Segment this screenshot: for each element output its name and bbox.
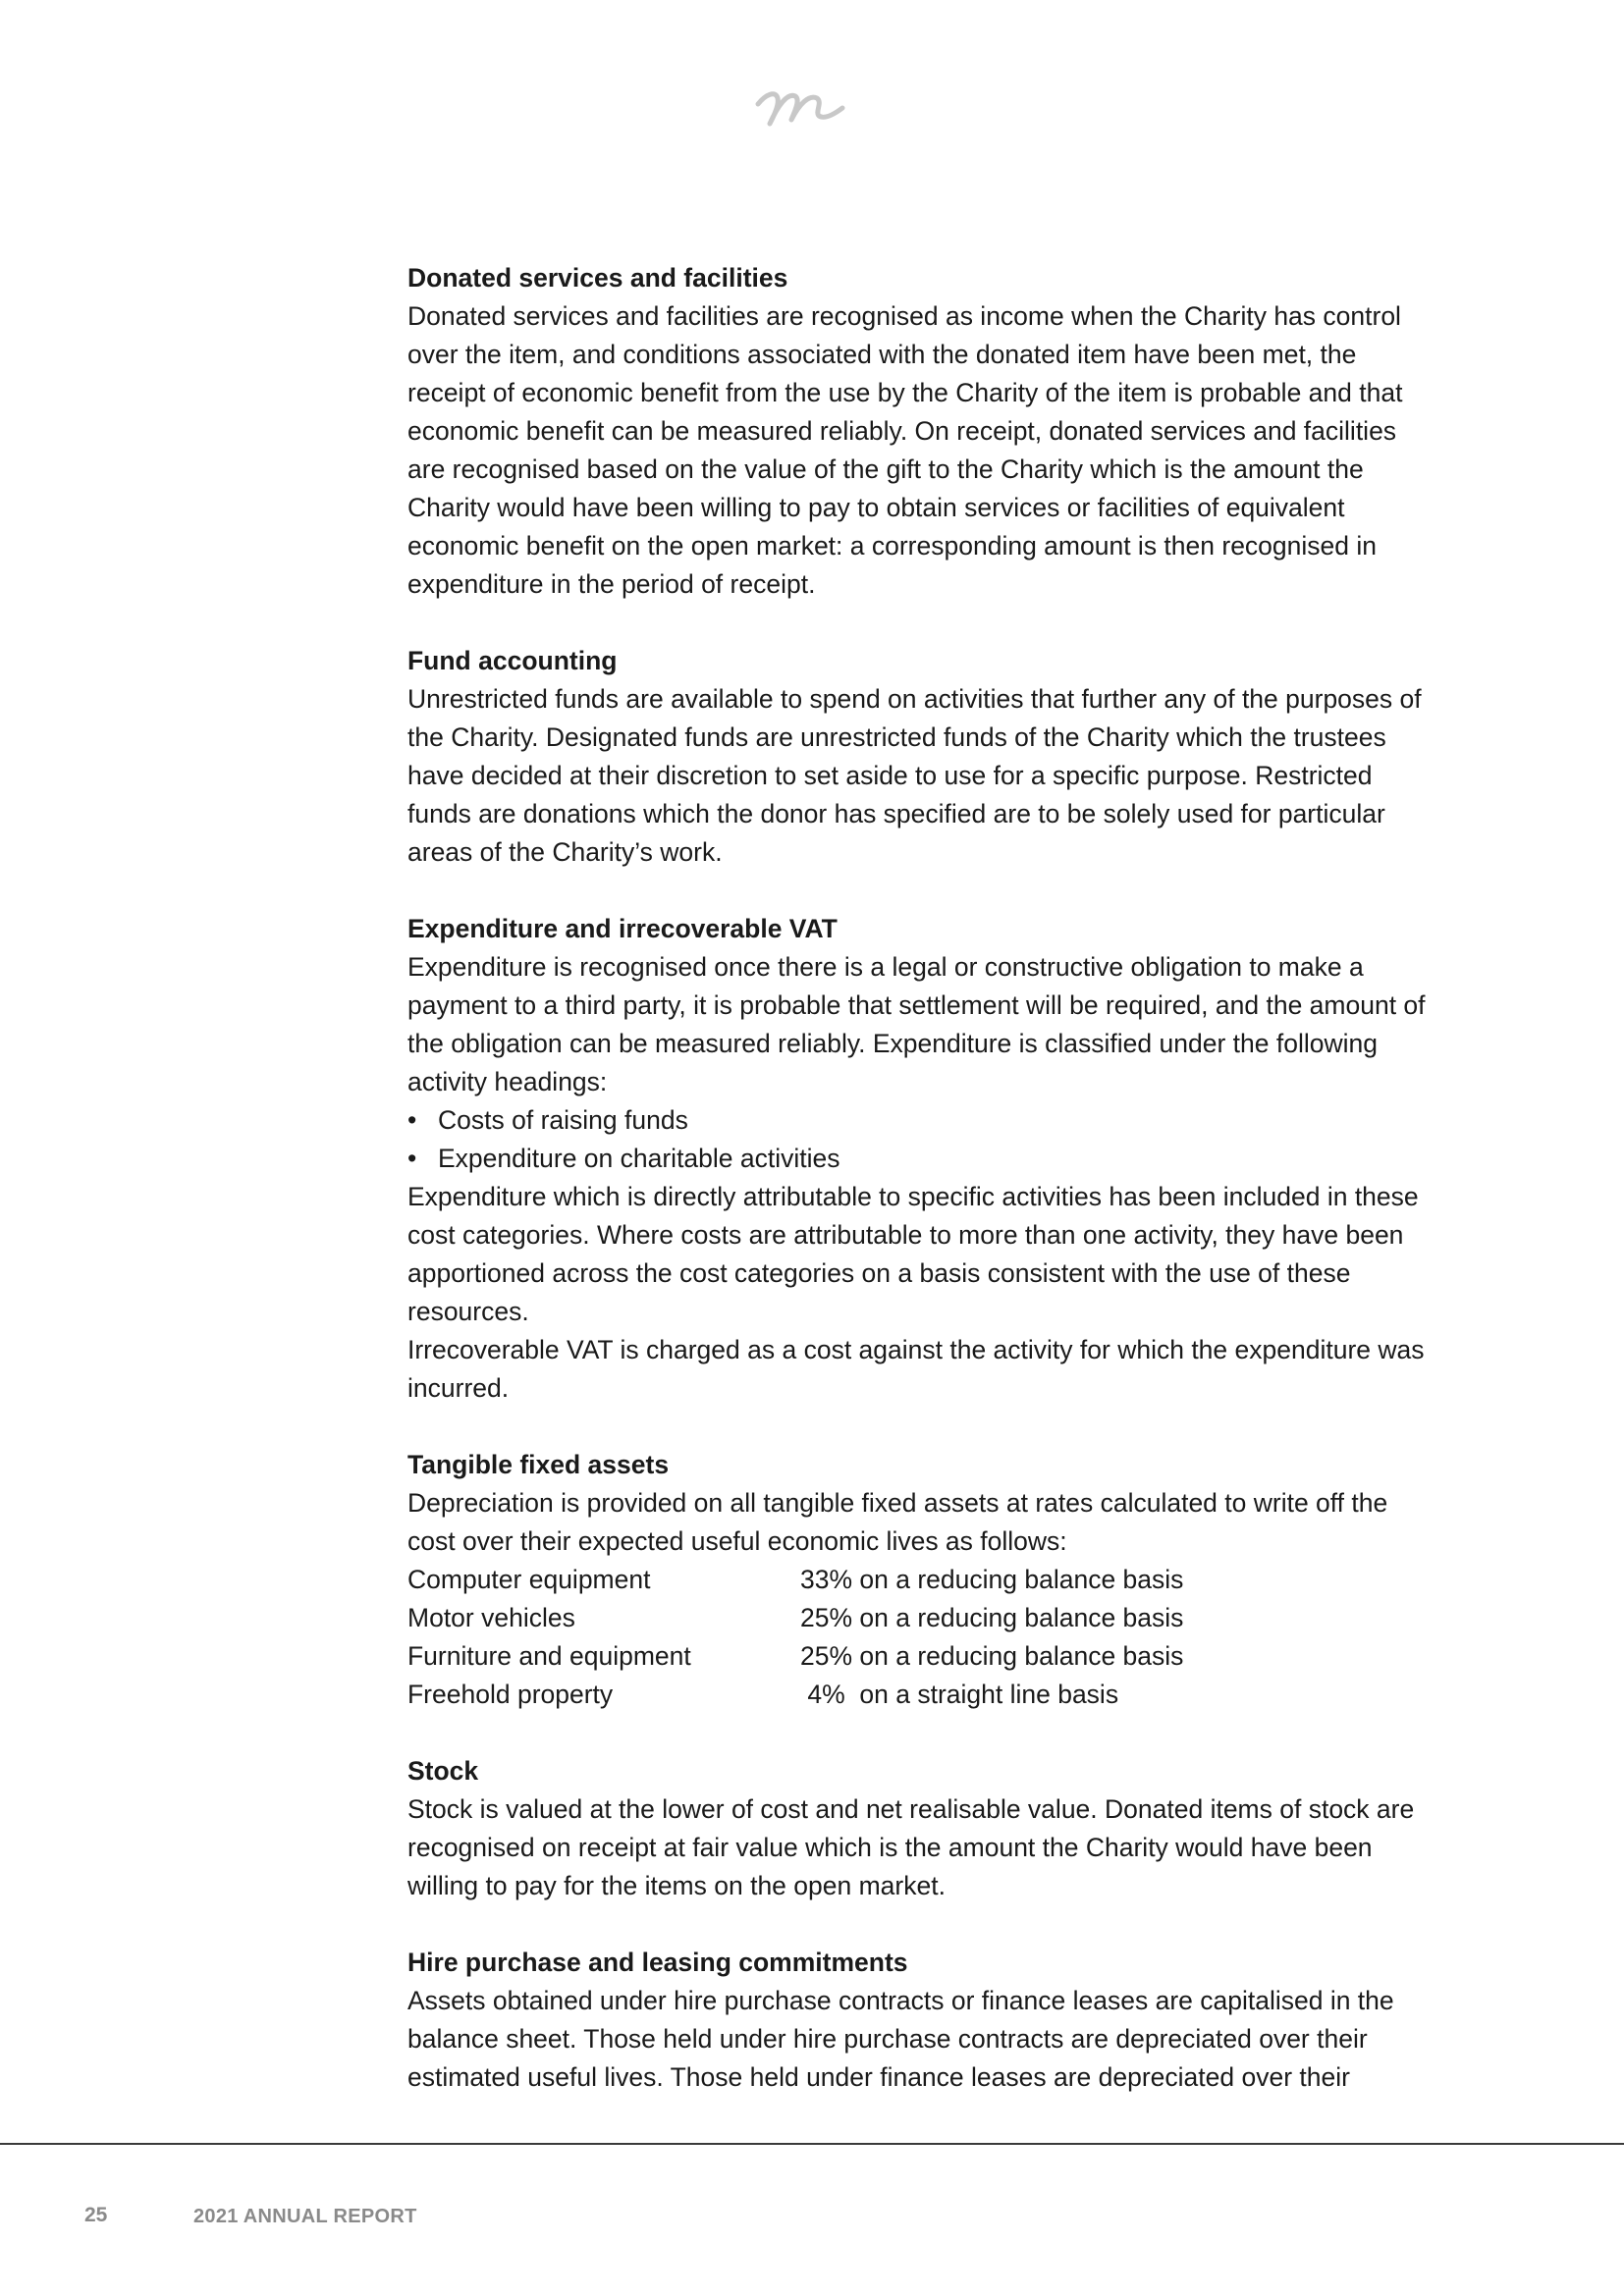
logo-mark [754, 77, 872, 132]
activity-list [407, 1101, 1438, 1178]
section-stock [407, 1752, 1438, 1905]
section-heading: Donated services and facilities [407, 263, 788, 293]
page-number: 25 [84, 2204, 108, 2226]
asset-name: Furniture and equipment [407, 1641, 691, 1671]
asset-name: Motor vehicles [407, 1603, 575, 1632]
section-heading: Fund accounting [407, 646, 618, 675]
section-heading: Stock [407, 1756, 479, 1786]
section-paragraph: Depreciation is provided on all tangible fixed assets at rates calculated to write off the cost over their expected useful economic lives as follows: [407, 1488, 1388, 1556]
section-paragraph: Expenditure which is directly attributable to specific activities has been included in these cost categories. Where costs are attributable to more than one activity, they have been apportioned across the cost categories on a basis consistent with the use of these resources. [407, 1182, 1419, 1326]
list-item: • Costs of raising funds [407, 1101, 1438, 1140]
depreciation-rate: 33% on a reducing balance basis [800, 1565, 1184, 1594]
footer-divider [0, 2143, 1624, 2145]
section-heading: Tangible fixed assets [407, 1450, 670, 1479]
depreciation-rate: 25% on a reducing balance basis [800, 1641, 1184, 1671]
section-paragraph: Stock is valued at the lower of cost and net realisable value. Donated items of stock are recognised on receipt at fair value which is the amount the Charity would have been willing to pay for the items on the open market. [407, 1794, 1415, 1900]
depreciation-rates-table [407, 1561, 1438, 1714]
section-paragraph: Unrestricted funds are available to spend on activities that further any of the purposes of the Charity. Designated funds are unrestricted funds of the Charity which the trustees have decided at their discretion to set aside to use for a specific purpose. Restricted funds are donations which the donor has specified are to be solely used for particular areas of the Charity’s work. [407, 684, 1422, 867]
depreciation-rate: 25% on a reducing balance basis [800, 1603, 1184, 1632]
asset-name: Freehold property [407, 1680, 614, 1709]
section-paragraph: Expenditure is recognised once there is a legal or constructive obligation to make a payment to a third party, it is probable that settlement will be required, and the amount of the obligation can be measured reliably. Expenditure is classified under the following activity headings: [407, 952, 1426, 1096]
section-donated-services [407, 259, 1438, 604]
list-item: • Expenditure on charitable activities [407, 1140, 1438, 1178]
table-row [407, 1561, 1438, 1599]
depreciation-rate: 4% on a straight line basis [800, 1680, 1119, 1709]
section-heading: Hire purchase and leasing commitments [407, 1948, 908, 1977]
section-heading: Expenditure and irrecoverable VAT [407, 914, 838, 943]
section-hire-purchase [407, 1944, 1438, 2097]
section-paragraph: Donated services and facilities are recognised as income when the Charity has control over the item, and conditions associated with the donated item have been met, the receipt of economic benefit from the use by the Charity of the item is probable and that economic benefit can be measured reliably. On receipt, donated services and facilities are recognised based on the value of the gift to the Charity which is the amount the Charity would have been willing to pay to obtain services or facilities of equivalent economic benefit on the open market: a corresponding amount is then recognised in expenditure in the period of receipt. [407, 301, 1403, 599]
section-paragraph: Assets obtained under hire purchase contracts or finance leases are capitalised in the balance sheet. Those held under hire purchase contracts are depreciated over their estimated useful lives. Those held under finance leases are depreciated over their [407, 1986, 1394, 2092]
table-row [407, 1637, 1438, 1676]
document-body [407, 259, 1438, 2135]
section-tangible-fixed-assets [407, 1446, 1438, 1714]
section-expenditure [407, 910, 1438, 1408]
asset-name: Computer equipment [407, 1565, 651, 1594]
table-row [407, 1676, 1438, 1714]
section-fund-accounting [407, 642, 1438, 872]
table-row [407, 1599, 1438, 1637]
report-title: 2021 ANNUAL REPORT [193, 2206, 417, 2227]
section-paragraph: Irrecoverable VAT is charged as a cost against the activity for which the expenditure was incurred. [407, 1335, 1425, 1403]
